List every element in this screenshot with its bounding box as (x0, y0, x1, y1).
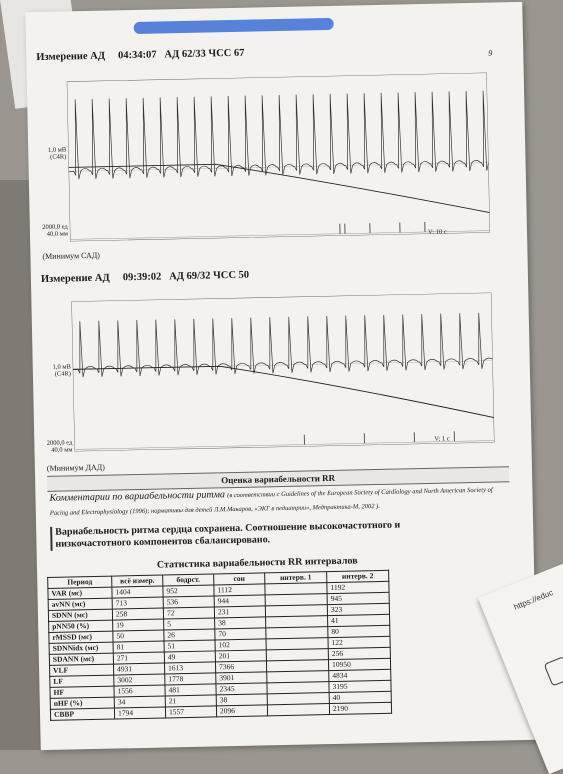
table-row-label: nHF (%) (50, 697, 114, 709)
section2-time: 09:39:02 (123, 271, 162, 283)
ecg-chart-1 (67, 73, 490, 242)
table-row-label: avNN (мс) (48, 598, 112, 610)
table-cell: 256 (328, 647, 390, 659)
table-cell: 3002 (114, 674, 165, 686)
section1-title: Измерение АД (36, 51, 105, 63)
table-cell: 40 (329, 691, 391, 703)
table-cell: 4834 (329, 669, 391, 681)
section2-hr: ЧСС 50 (213, 270, 249, 282)
section1-time: 04:34:07 (118, 50, 157, 62)
table-cell: 49 (164, 651, 215, 663)
table-cell: 21 (165, 695, 216, 707)
table-cell: 1613 (164, 662, 215, 674)
ecg-strip-2 (71, 293, 494, 452)
table-cell: 1112 (214, 584, 265, 596)
table-cell: 80 (328, 625, 390, 637)
table-cell: 10950 (328, 658, 390, 670)
table-row-label: pNN50 (%) (49, 620, 113, 632)
table-cell: 7366 (215, 661, 266, 673)
ecg2-scale-top: 1,0 мВ (C4R) (43, 363, 71, 378)
column-header: Период (48, 576, 112, 588)
table-cell: 122 (328, 636, 390, 648)
ecg1-scale-bottom: 2000,0 ед 40,0 мм (32, 223, 68, 238)
table-cell: 102 (215, 639, 266, 651)
table-cell: 1192 (327, 581, 389, 593)
column-header: интерв. 2 (327, 570, 389, 582)
section2-header (41, 270, 249, 285)
ecg2-speed: V: 1 с (434, 435, 450, 442)
hrv-conclusion: Вариабельность ритма сердца сохранена. Соотношение высокочастотного и низкочастотного компонентов сбалансировано. (50, 518, 475, 551)
page-number: 9 (488, 49, 492, 58)
section1-bp: АД 62/33 (164, 49, 206, 61)
table-cell: 713 (112, 597, 163, 609)
ecg-strip-1 (67, 73, 490, 242)
column-header: интерв. 1 (265, 572, 327, 584)
table-cell: 26 (164, 629, 215, 641)
table-cell: 2096 (216, 705, 267, 717)
table-cell: 38 (215, 617, 266, 629)
table-cell: 81 (113, 641, 164, 653)
table-cell: 51 (164, 640, 215, 652)
table-cell: 50 (113, 630, 164, 642)
ecg1-scale-top: 1,0 мВ (C4R) (38, 146, 66, 161)
table-cell: 1794 (114, 707, 165, 719)
ecg-gridline (70, 231, 490, 240)
table-cell: 2190 (329, 702, 391, 714)
table-row-label: SDNN (мс) (48, 609, 112, 621)
ecg1-speed: V: 10 с (428, 229, 447, 236)
table-cell: 536 (163, 596, 214, 608)
emblem-icon (544, 656, 563, 686)
table-cell: 19 (113, 619, 164, 631)
redaction-scribble (134, 18, 334, 34)
table-row-label: VLF (50, 664, 114, 676)
hrv-comment-reference: (в соответствии с Guidelines of the European Society of Cardiology and North American Society of Pacing and Electrophysiology (1996); нормативы для детей Л.М.Макаров, «ЭКГ в педиатрии», Медпрактика-М, 2002 ). (50, 487, 493, 517)
table-cell: 3195 (329, 680, 391, 692)
hrv-comment-lead: Комментарии по вариабельности ритма (49, 489, 225, 504)
bg-doc-url: https://educ (513, 588, 555, 612)
table-cell: 481 (165, 684, 216, 696)
table-cell: 2345 (216, 683, 267, 695)
column-header: всё измер. (112, 575, 163, 587)
table-cell: 271 (113, 652, 164, 664)
ecg-frame (71, 293, 494, 452)
section2-title: Измерение АД (41, 273, 110, 285)
table-row-label: SDANN (мс) (49, 653, 113, 665)
table-row-label: SDNNidx (мс) (49, 642, 113, 654)
table-cell: 952 (163, 585, 214, 597)
table-cell: 945 (327, 592, 389, 604)
table-cell: 201 (215, 650, 266, 662)
section1-hr: ЧСС 67 (208, 48, 244, 60)
hrv-stats-table (47, 570, 392, 721)
table-cell (267, 704, 329, 716)
table-cell: 1404 (112, 586, 163, 598)
ecg-chart-2 (71, 293, 494, 452)
table-row-label: VAR (мс) (48, 587, 112, 599)
column-header: сон (214, 573, 265, 585)
table-cell: 41 (328, 614, 390, 626)
ecg1-caption: (Минимум САД) (42, 251, 100, 261)
table-row-label: rMSSD (мс) (49, 631, 113, 643)
table-cell: 944 (214, 595, 265, 607)
table-cell: 1557 (165, 706, 216, 718)
pressure-trend-line (69, 159, 490, 222)
table-cell: 72 (163, 607, 214, 619)
table-cell: 3901 (216, 672, 267, 684)
ecg2-scale-bottom: 2000,0 ед 40,0 мм (36, 439, 72, 454)
table-cell: 323 (327, 603, 389, 615)
table-cell: 231 (214, 606, 265, 618)
table-cell: 5 (164, 618, 215, 630)
table-row-label: СВВР (50, 708, 114, 720)
column-header: бодрст. (163, 574, 214, 586)
table-cell: 1556 (114, 685, 165, 697)
ecg2-caption: (Минимум ДАД) (47, 463, 105, 473)
section1-header (36, 48, 244, 63)
ecg-frame (67, 73, 490, 242)
section2-bp: АД 69/32 (169, 270, 211, 282)
table-cell: 70 (215, 628, 266, 640)
table-cell: 38 (216, 694, 267, 706)
hrv-section-title: Оценка вариабельности RR (47, 466, 509, 492)
table-cell: 258 (112, 608, 163, 620)
table-cell: 34 (114, 696, 165, 708)
table-cell: 4931 (113, 663, 164, 675)
ecg-gridline (74, 441, 494, 450)
table-cell: 1778 (165, 673, 216, 685)
printed-report-page (25, 2, 537, 750)
table-row-label: HF (50, 686, 114, 698)
table-row-label: LF (50, 675, 114, 687)
stats-table-title: Статистика вариабельности RR интервалов (157, 555, 358, 570)
